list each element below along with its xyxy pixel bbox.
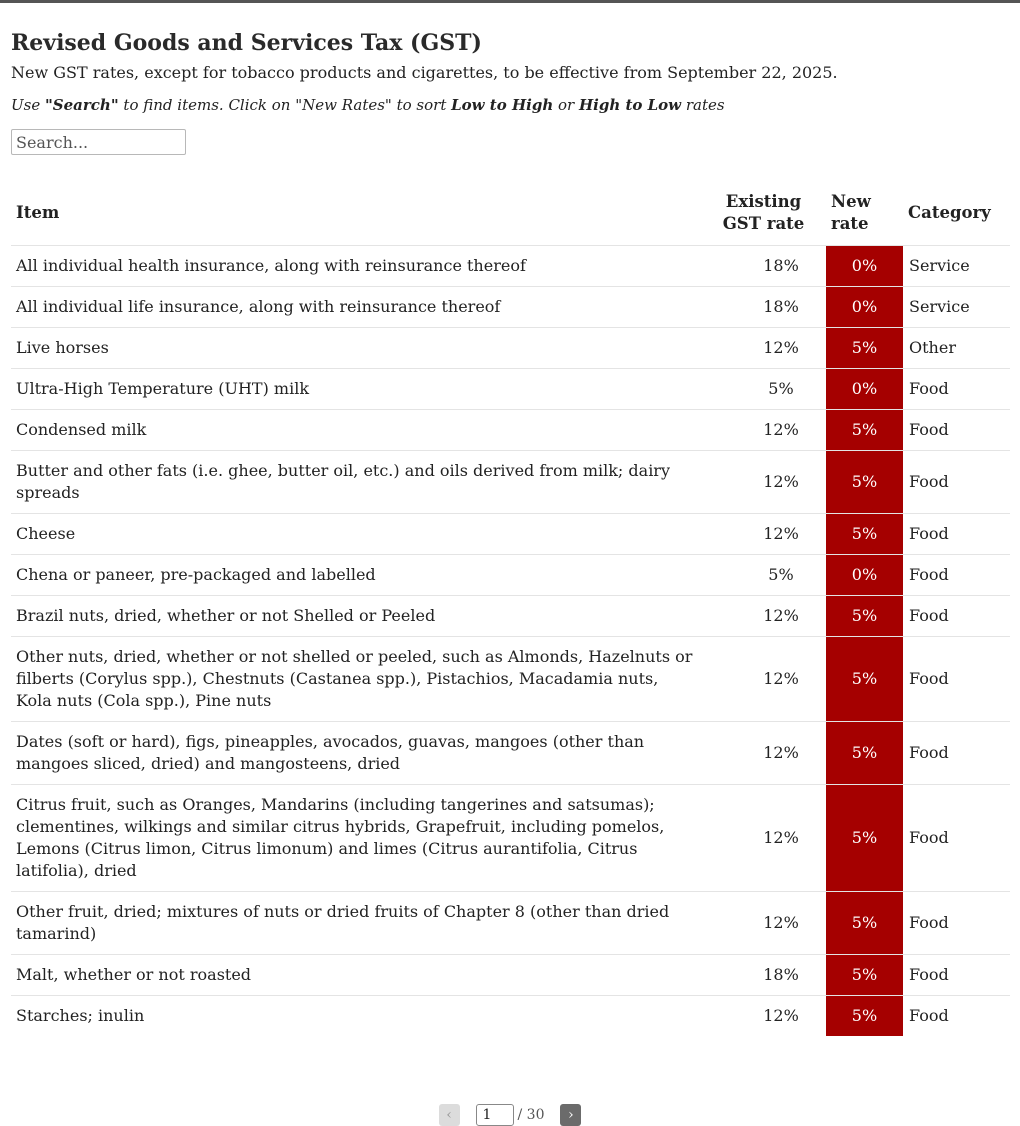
pagination [0,1104,1020,1126]
cell-new-rate: 5% [826,636,903,721]
hint-use: Use [11,96,45,114]
cell-item: Butter and other fats (i.e. ghee, butter oil, etc.) and oils derived from milk; dairy spreads [11,450,701,513]
cell-category: Other [903,327,1010,368]
table-row [11,554,1010,595]
table-row [11,636,1010,721]
new-header-line1: New [831,191,871,211]
table-row [11,327,1010,368]
page-title: Revised Goods and Services Tax (GST) [11,30,482,56]
cell-category: Food [903,721,1010,784]
cell-item: Malt, whether or not roasted [11,954,701,995]
table-row [11,286,1010,327]
existing-header-line2: GST rate [722,213,805,233]
cell-existing-rate: 18% [701,286,826,327]
hint-high-to-low: High to Low [578,96,682,114]
cell-existing-rate: 12% [701,995,826,1036]
cell-existing-rate: 12% [701,327,826,368]
cell-item: All individual health insurance, along with reinsurance thereof [11,245,701,286]
cell-existing-rate: 12% [701,409,826,450]
existing-header-line1: Existing [725,191,802,211]
cell-existing-rate: 12% [701,891,826,954]
cell-item: Other fruit, dried; mixtures of nuts or dried fruits of Chapter 8 (other than dried tamarind) [11,891,701,954]
page-container [0,29,1020,1036]
table-row [11,784,1010,891]
search-input[interactable] [11,129,186,155]
table-header-row [11,181,1010,245]
cell-category: Food [903,554,1010,595]
table-row [11,245,1010,286]
table-row [11,409,1010,450]
cell-category: Food [903,784,1010,891]
table-row [11,721,1010,784]
cell-new-rate: 0% [826,554,903,595]
cell-new-rate: 0% [826,245,903,286]
usage-hint [11,94,1010,116]
cell-category: Food [903,995,1010,1036]
cell-existing-rate: 5% [701,368,826,409]
cell-new-rate: 0% [826,286,903,327]
cell-item: Brazil nuts, dried, whether or not Shelled or Peeled [11,595,701,636]
cell-item: Condensed milk [11,409,701,450]
cell-category: Food [903,368,1010,409]
cell-new-rate: 5% [826,721,903,784]
cell-new-rate: 5% [826,784,903,891]
cell-new-rate: 5% [826,595,903,636]
cell-category: Food [903,954,1010,995]
cell-item: Ultra-High Temperature (UHT) milk [11,368,701,409]
table-row [11,450,1010,513]
cell-new-rate: 5% [826,954,903,995]
cell-category: Food [903,636,1010,721]
cell-category: Food [903,891,1010,954]
table-row [11,995,1010,1036]
cell-item: All individual life insurance, along with reinsurance thereof [11,286,701,327]
hint-low-to-high: Low to High [451,96,554,114]
table-row [11,954,1010,995]
cell-new-rate: 5% [826,891,903,954]
cell-item: Other nuts, dried, whether or not shelled or peeled, such as Almonds, Hazelnuts or filberts (Corylus spp.), Chestnuts (Castanea spp.), Pistachios, Macadamia nuts, Kola nuts (Cola spp.), Pine nuts [11,636,701,721]
table-row [11,595,1010,636]
cell-new-rate: 5% [826,995,903,1036]
table-row [11,891,1010,954]
cell-existing-rate: 18% [701,954,826,995]
cell-existing-rate: 12% [701,513,826,554]
hint-mid: to find items. Click on "New Rates" to sort [118,96,452,114]
table-row [11,368,1010,409]
cell-category: Service [903,286,1010,327]
cell-category: Food [903,595,1010,636]
page-total: / 30 [517,1107,545,1123]
cell-existing-rate: 18% [701,245,826,286]
cell-existing-rate: 12% [701,784,826,891]
page-number-input[interactable]: 1 [476,1104,514,1126]
table-body [11,245,1010,1036]
cell-item: Citrus fruit, such as Oranges, Mandarins (including tangerines and satsumas); clementines, wilkings and similar citrus hybrids, Grapefruit, including pomelos, Lemons (Citrus limon, Citrus limonum) and limes (Citrus aurantifolia, Citrus latifolia), dried [11,784,701,891]
hint-end: rates [681,96,725,114]
column-header-category[interactable]: Category [908,202,991,222]
cell-item: Chena or paneer, pre-packaged and labelled [11,554,701,595]
cell-new-rate: 5% [826,327,903,368]
cell-existing-rate: 12% [701,721,826,784]
column-header-item[interactable]: Item [16,202,60,222]
column-header-existing-rate[interactable] [701,181,826,245]
page-subtitle: New GST rates, except for tobacco products and cigarettes, to be effective from September 22, 2025. [11,63,838,82]
gst-rates-table [11,181,1010,1036]
top-border [0,0,1020,3]
column-header-new-rate[interactable] [826,181,903,245]
cell-new-rate: 5% [826,450,903,513]
cell-category: Food [903,409,1010,450]
table-row [11,513,1010,554]
cell-new-rate: 0% [826,368,903,409]
cell-item: Dates (soft or hard), figs, pineapples, avocados, guavas, mangoes (other than mangoes sliced, dried) and mangosteens, dried [11,721,701,784]
cell-category: Food [903,513,1010,554]
prev-page-button[interactable]: ‹ [439,1104,460,1126]
cell-item: Cheese [11,513,701,554]
new-header-line2: rate [831,213,869,233]
cell-new-rate: 5% [826,409,903,450]
hint-or: or [553,96,579,114]
cell-new-rate: 5% [826,513,903,554]
cell-category: Service [903,245,1010,286]
cell-existing-rate: 12% [701,450,826,513]
cell-item: Live horses [11,327,701,368]
hint-search: "Search" [44,96,119,114]
next-page-button[interactable]: › [560,1104,581,1126]
cell-item: Starches; inulin [11,995,701,1036]
cell-existing-rate: 12% [701,636,826,721]
cell-existing-rate: 5% [701,554,826,595]
cell-category: Food [903,450,1010,513]
cell-existing-rate: 12% [701,595,826,636]
